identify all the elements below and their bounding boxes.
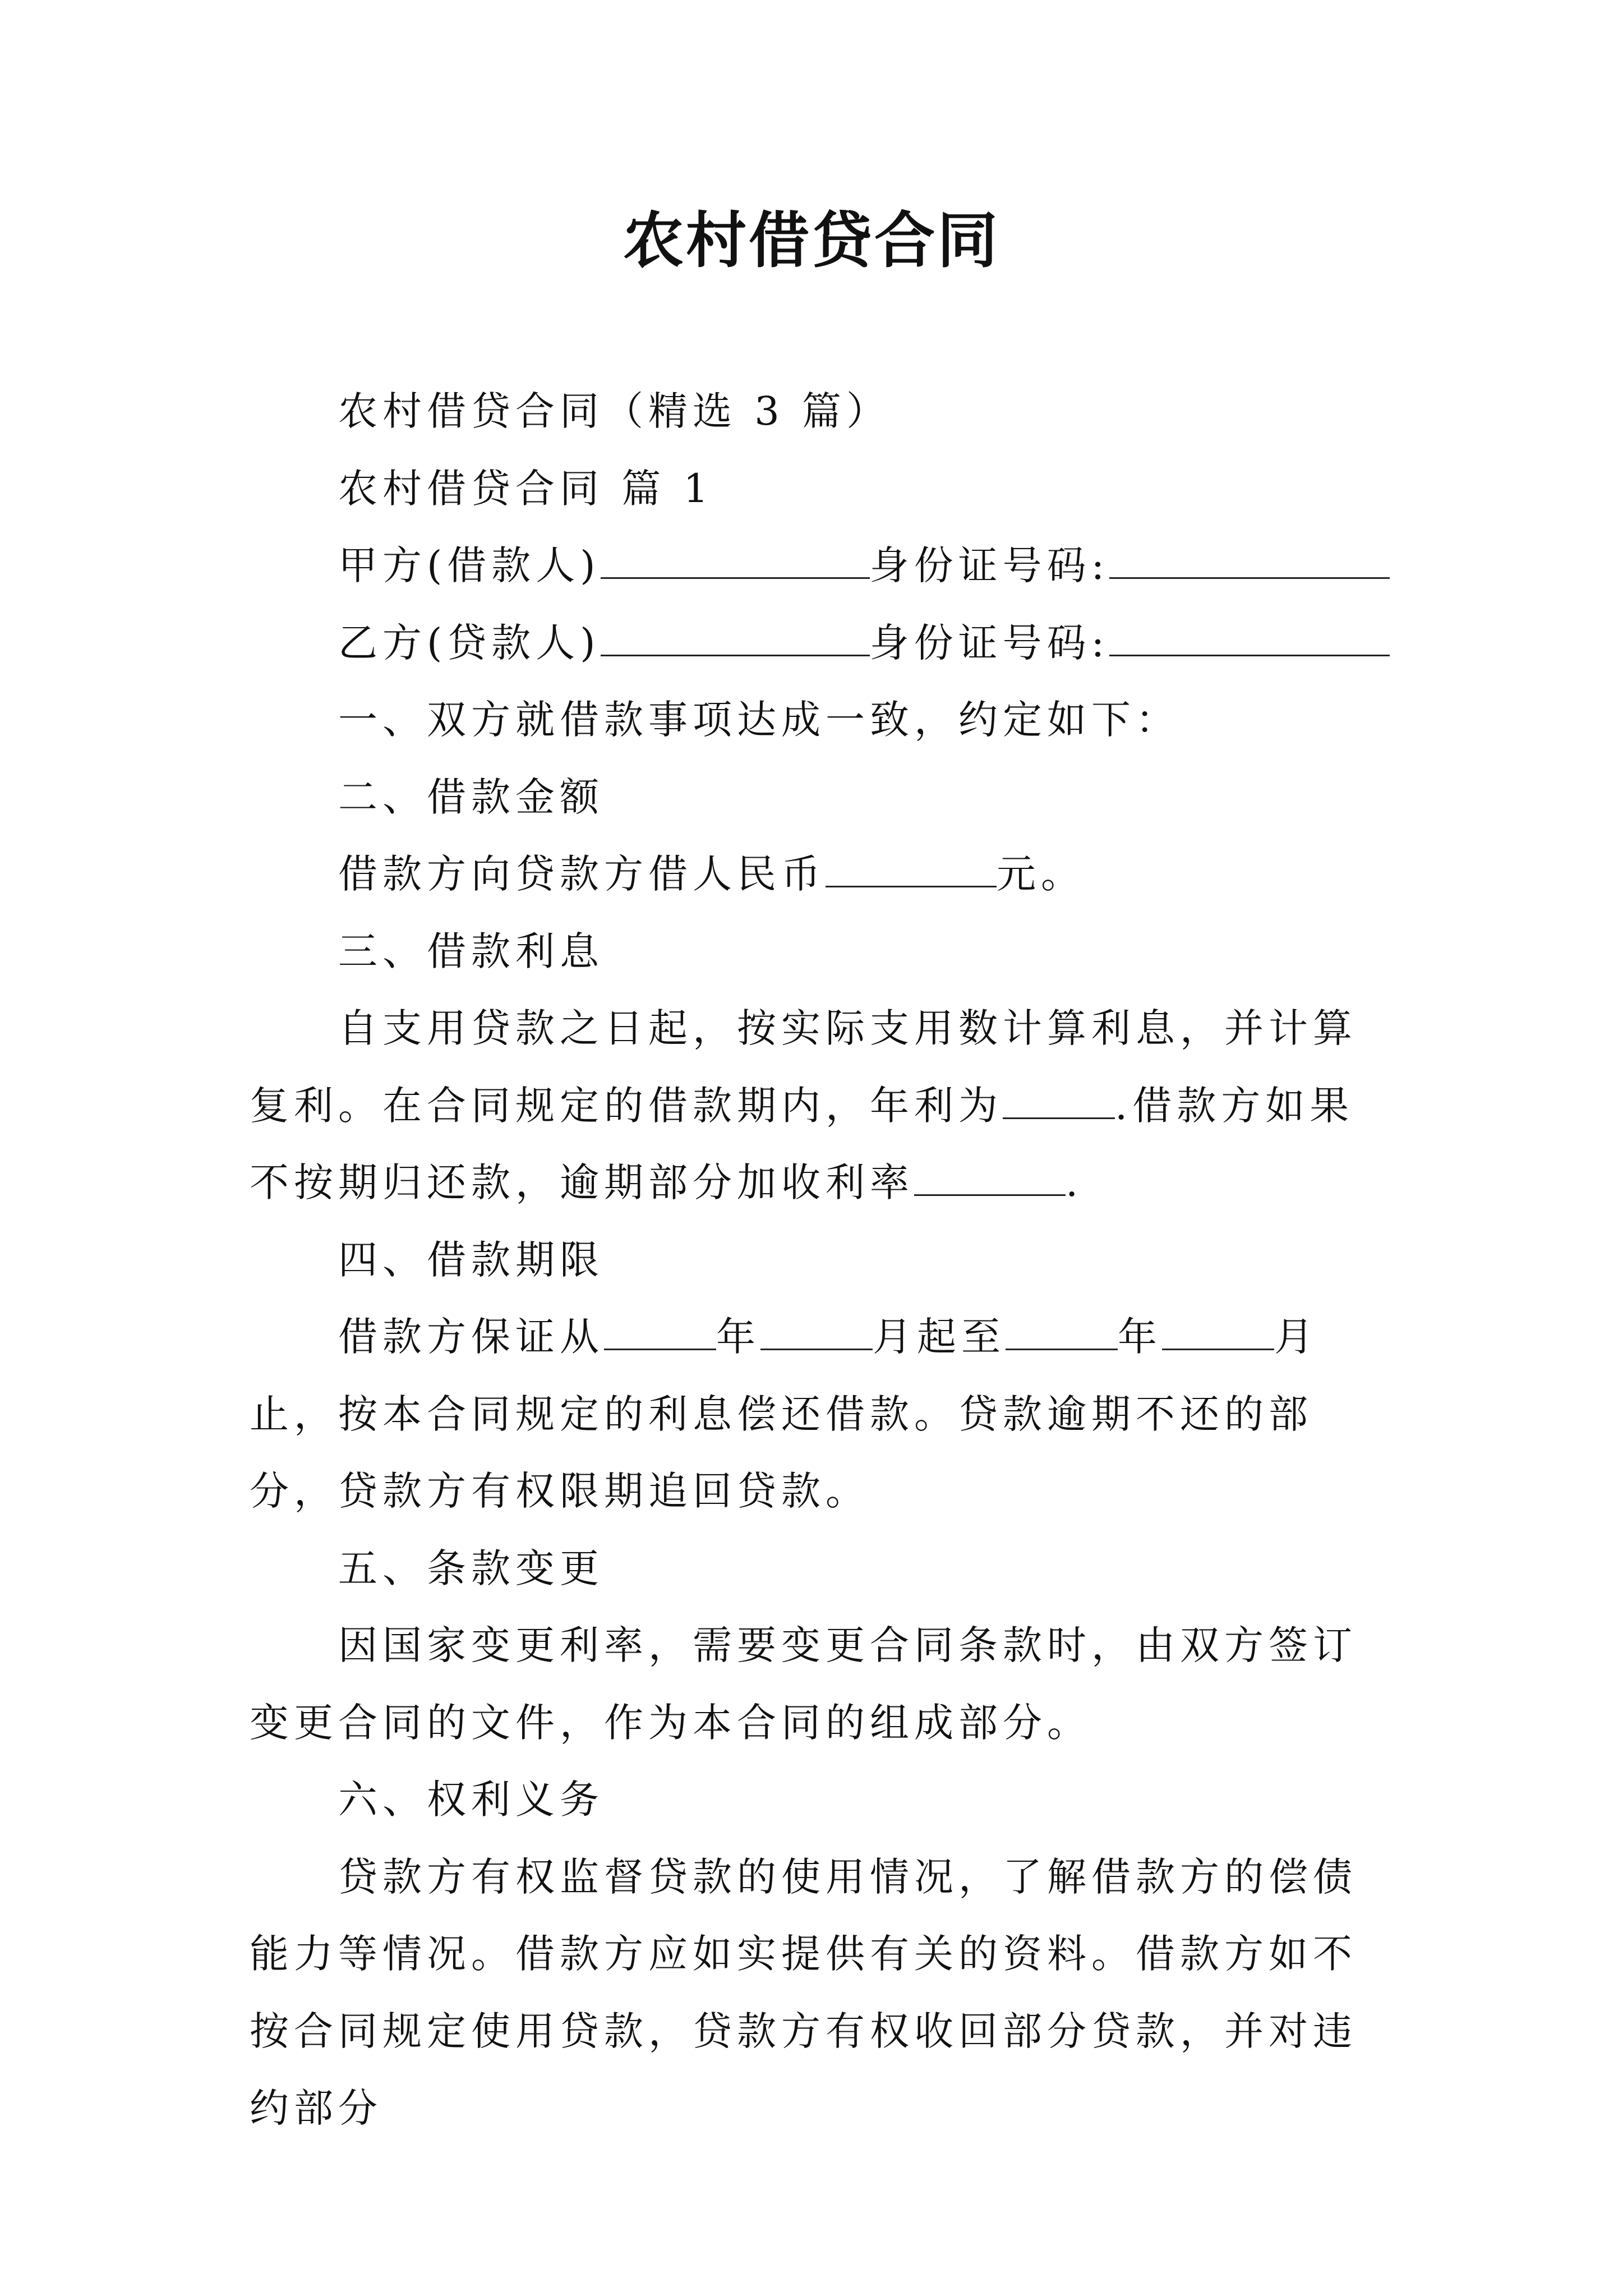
clause-6-text: 贷款方有权监督贷款的使用情况，了解借款方的偿债能力等情况。借款方应如实提供有关的资料。借款方如不按合同规定使用贷款，贷款方有权收回部分贷款，并对违约部分	[250, 1853, 1357, 2131]
document-title: 农村借贷合同	[623, 206, 1000, 276]
party-b-label: 乙方(贷款人)	[338, 619, 601, 666]
clause-4-heading: 四、借款期限	[338, 1236, 604, 1283]
clause-3-text-b: .借款方如果不按期归还款，逾期部分加收利率	[250, 1082, 1354, 1205]
clause-4-text	[250, 1299, 1382, 1530]
clause-3-heading: 三、借款利息	[338, 928, 604, 974]
start-year-blank	[604, 1316, 716, 1350]
annual-rate-blank	[1003, 1085, 1115, 1119]
party-a-name-blank	[601, 545, 870, 579]
clause-2-text-b: 元。	[997, 851, 1085, 897]
clause-2-text	[250, 836, 1382, 913]
clause-5-text: 因国家变更利率，需要变更合同条款时，由双方签订变更合同的文件，作为本合同的组成部分。	[250, 1622, 1357, 1746]
party-a-label: 甲方(借款人)	[338, 542, 601, 588]
clause-4-text-b: 月止，按本合同规定的利息偿还借款。贷款逾期不还的部分，贷款方有权限期追回贷款。	[250, 1314, 1318, 1514]
end-year-blank	[1006, 1316, 1118, 1350]
clause-5-heading: 五、条款变更	[338, 1545, 604, 1591]
subtitle: 农村借贷合同（精选 3 篇）	[338, 388, 891, 434]
clause-4-text-a: 借款方保证从	[338, 1314, 604, 1360]
section-heading: 农村借贷合同 篇 1	[338, 465, 714, 512]
clause-2-heading: 二、借款金额	[338, 774, 604, 820]
party-b-line	[250, 605, 1382, 682]
party-b-id-label: 身份证号码:	[869, 619, 1110, 666]
clause-3-text	[250, 990, 1382, 1222]
clause-4-year-2: 年	[1118, 1314, 1162, 1360]
clause-3-text-c: .	[1066, 1159, 1083, 1205]
start-month-blank	[760, 1316, 873, 1350]
party-a-line	[250, 527, 1382, 605]
party-b-id-blank	[1109, 622, 1390, 656]
clause-3-text-a: 自支用贷款之日起，按实际支用数计算利息，并计算复利。在合同规定的借款期内，年利为	[250, 1005, 1357, 1129]
party-b-name-blank	[601, 622, 870, 656]
document-body	[250, 373, 1382, 2147]
clause-4-month-1: 月起至	[873, 1314, 1006, 1360]
amount-blank	[826, 853, 997, 887]
party-a-id-label: 身份证号码:	[869, 542, 1110, 588]
party-a-id-blank	[1109, 545, 1390, 579]
overdue-rate-blank	[914, 1162, 1066, 1196]
clause-1: 一、双方就借款事项达成一致，约定如下：	[338, 697, 1180, 743]
clause-2-text-a: 借款方向贷款方借人民币	[338, 851, 826, 897]
end-month-blank	[1162, 1316, 1274, 1350]
clause-6-heading: 六、权利义务	[338, 1777, 604, 1823]
clause-4-year-1: 年	[716, 1314, 760, 1360]
